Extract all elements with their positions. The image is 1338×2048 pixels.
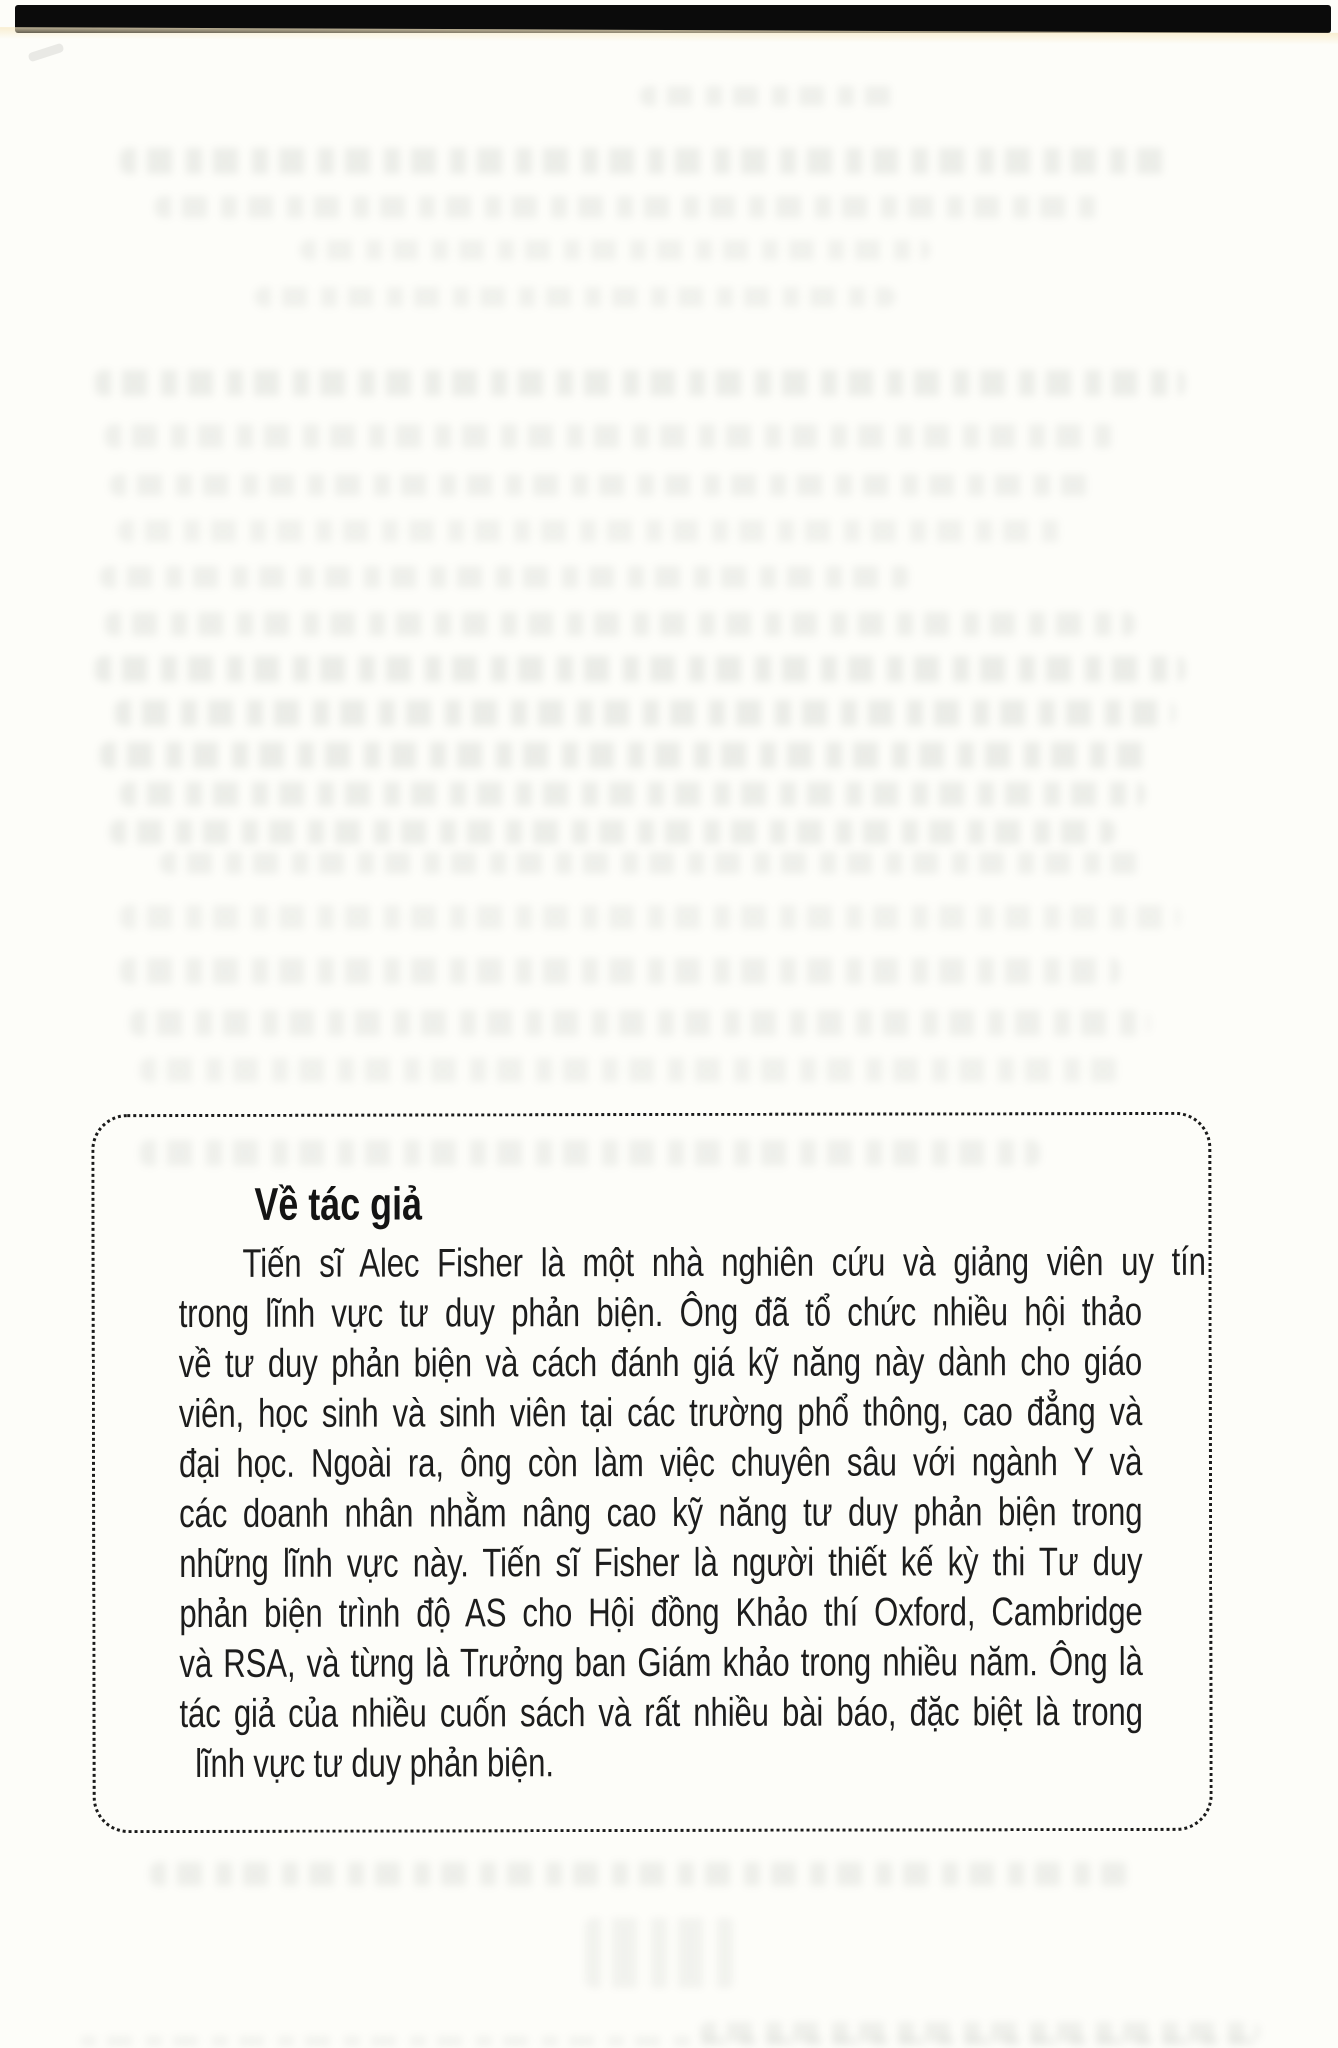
bleedthrough-row <box>115 700 1175 726</box>
scan-corner-mark <box>27 43 64 63</box>
about-author-heading: Về tác giả <box>254 1177 423 1230</box>
bio-line: Tiến sĩ Alec Fisher là một nhà nghiên cứu và giảng viên uy tín <box>242 1239 1206 1286</box>
bio-line: và RSA, và từng là Trưởng ban Giám khảo trong nhiều năm. Ông là <box>179 1639 1143 1686</box>
bleedthrough-row <box>100 566 910 588</box>
author-bio-box <box>91 1112 1213 1833</box>
bio-line: tác giả của nhiều cuốn sách và rất nhiều bài báo, đặc biệt là trong <box>179 1689 1143 1736</box>
bleedthrough-row <box>255 287 895 307</box>
bleedthrough-row <box>110 820 1115 844</box>
bleedthrough-row <box>155 196 1105 218</box>
bio-line: đại học. Ngoài ra, ông còn làm việc chuyên sâu với ngành Y và <box>178 1439 1143 1486</box>
bleedthrough-row <box>120 148 1170 174</box>
bleedthrough-row <box>95 656 1185 682</box>
bio-line: phản biện trình độ AS cho Hội đồng Khảo thí Oxford, Cambridge <box>179 1589 1143 1636</box>
bleedthrough-row <box>640 86 900 106</box>
bleedthrough-row <box>150 1862 1130 1886</box>
bio-line: viên, học sinh và sinh viên tại các trường phổ thông, cao đẳng và <box>178 1389 1143 1436</box>
bio-line: các doanh nhân nhằm nâng cao kỹ năng tư duy phản biện trong <box>179 1489 1143 1536</box>
bleedthrough-row <box>160 852 1150 874</box>
bleedthrough-row <box>140 1058 1120 1082</box>
bleedthrough-row <box>80 2036 1260 2046</box>
bleedthrough-row <box>585 1918 735 1988</box>
bleedthrough-row <box>100 742 1155 768</box>
about-author-paragraph <box>178 1237 1206 1789</box>
bleedthrough-row <box>110 474 1090 496</box>
bio-line: những lĩnh vực này. Tiến sĩ Fisher là người thiết kế kỳ thi Tư duy <box>179 1539 1143 1586</box>
bleedthrough-row <box>120 905 1180 929</box>
bleedthrough-row <box>105 612 1135 636</box>
bio-line: lĩnh vực tư duy phản biện. <box>195 1741 554 1786</box>
bleedthrough-row <box>120 782 1145 806</box>
bleedthrough-row <box>130 1010 1150 1036</box>
bleedthrough-row <box>105 424 1115 448</box>
bleedthrough-row <box>95 370 1185 396</box>
bleedthrough-row <box>120 958 1120 984</box>
bio-line: trong lĩnh vực tư duy phản biện. Ông đã tổ chức nhiều hội thảo <box>178 1289 1143 1336</box>
bleedthrough-row <box>118 520 1063 542</box>
bleedthrough-row <box>300 240 930 260</box>
bio-line: về tư duy phản biện và cách đánh giá kỹ năng này dành cho giáo <box>178 1339 1143 1386</box>
